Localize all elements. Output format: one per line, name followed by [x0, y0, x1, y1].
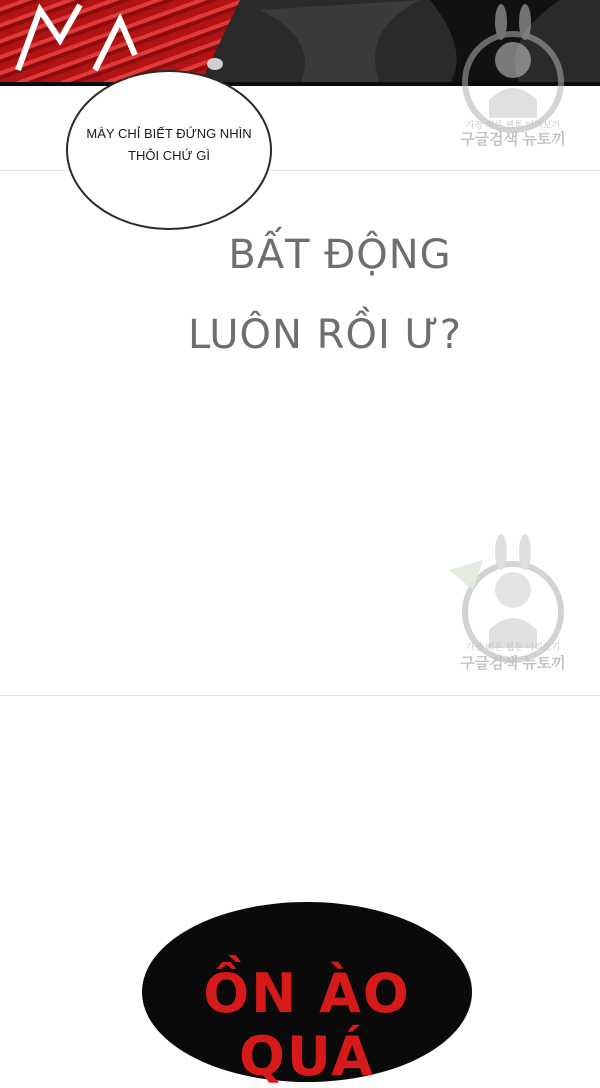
shout-text: ỒN ÀO QUÁ — [203, 962, 411, 1088]
speech-bubble — [66, 70, 272, 230]
narration-line: BẤT ĐỘNG — [228, 232, 452, 278]
watermark-main-text: 구글검색 뉴토끼 — [460, 131, 566, 148]
speech-bubble-line: THÔI CHỨ GÌ — [128, 148, 210, 163]
watermark — [443, 0, 583, 148]
watermark-main-text: 구글검색 뉴토끼 — [460, 655, 566, 672]
watermark-small-text: 가장 빠른 웹툰 미리보기 — [465, 120, 561, 130]
watermark-small-text: 가장 빠른 웹툰 미리보기 — [465, 642, 561, 652]
narration-line: LUÔN RỒI Ư? — [187, 312, 463, 358]
watermark — [443, 530, 583, 670]
speech-bubble-line: MÀY CHỈ BIẾT ĐỨNG NHÌN — [86, 126, 252, 141]
panel-divider — [0, 695, 600, 696]
